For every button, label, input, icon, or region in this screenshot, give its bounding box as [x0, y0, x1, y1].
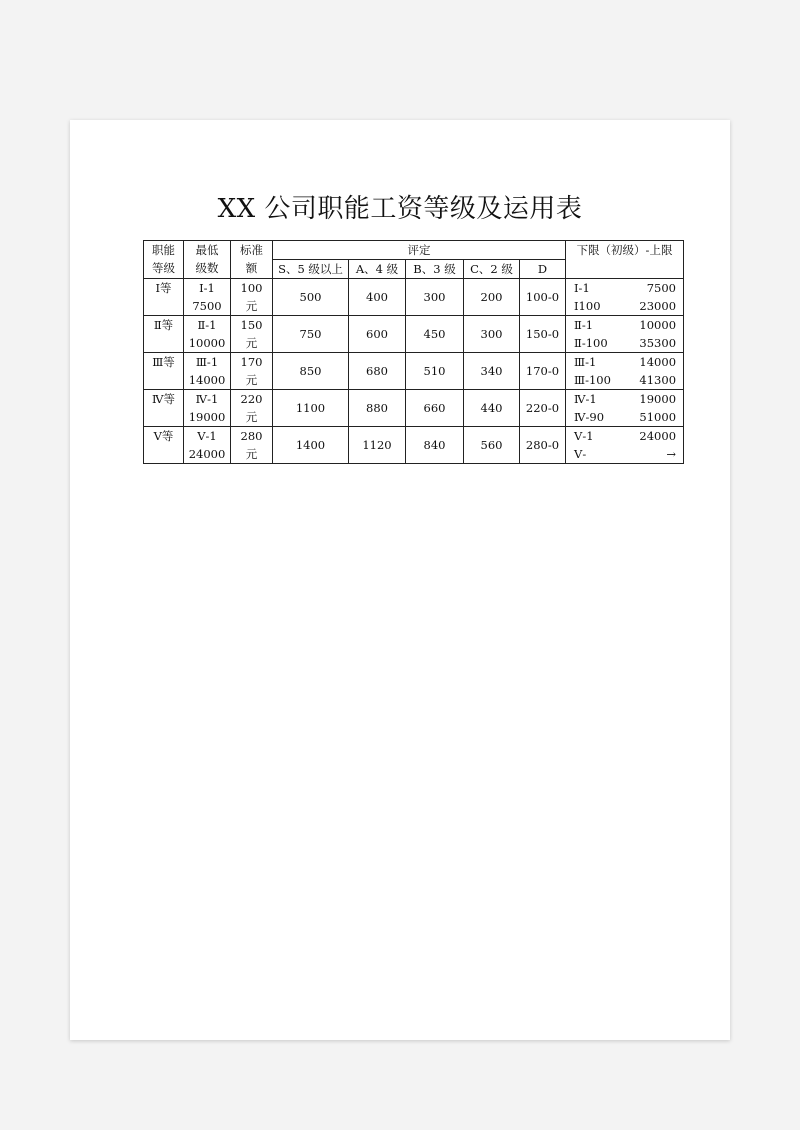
min-level-value: 14000 [188, 373, 226, 387]
rating-d-cell: 150-0 [520, 316, 566, 353]
limit-value: 24000 [639, 429, 677, 443]
min-level-code: Ⅱ-1 [197, 318, 217, 332]
min-level-value: 10000 [188, 336, 226, 350]
header-rating-a: A、4 级 [349, 260, 406, 279]
limit-code: Ⅰ-1 [574, 281, 590, 295]
header-min-level-line1: 最低 [195, 243, 219, 257]
header-standard-amount [231, 241, 273, 279]
grade-cell: Ⅳ等 [144, 390, 184, 427]
header-standard-amount-line1: 标准 [240, 243, 263, 257]
page-title: XX 公司职能工资等级及运用表 [217, 194, 583, 224]
limit-code: Ⅱ-1 [574, 318, 594, 332]
limit-value: → [666, 447, 677, 461]
limit-value: 35300 [639, 336, 677, 350]
header-grade-level-line2: 等级 [152, 261, 175, 275]
limit-range-cell [566, 390, 684, 427]
table-header-row [144, 241, 684, 260]
limit-value: 10000 [639, 318, 677, 332]
limit-code: Ⅴ- [574, 447, 587, 461]
rating-s-cell: 850 [273, 353, 349, 390]
min-level-value: 19000 [188, 410, 226, 424]
min-level-value: 24000 [188, 447, 226, 461]
table-row [144, 390, 684, 427]
standard-amount-cell [231, 353, 273, 390]
grade-cell: Ⅲ等 [144, 353, 184, 390]
salary-grade-table [143, 240, 684, 464]
rating-b-cell: 840 [406, 427, 464, 464]
rating-a-cell: 680 [349, 353, 406, 390]
standard-amount-cell [231, 316, 273, 353]
rating-b-cell: 300 [406, 279, 464, 316]
min-level-code: Ⅲ-1 [195, 355, 219, 369]
header-rating-s: S、5 级以上 [273, 260, 349, 279]
limit-lower [566, 353, 683, 371]
standard-amount-value: 170 [240, 355, 263, 369]
standard-amount-unit: 元 [245, 336, 258, 350]
rating-d-cell: 280-0 [520, 427, 566, 464]
rating-c-cell: 340 [464, 353, 520, 390]
min-level-code: Ⅰ-1 [199, 281, 215, 295]
header-limit-range: 下限（初级）-上限 [566, 241, 684, 279]
rating-s-cell: 500 [273, 279, 349, 316]
min-level-cell [184, 279, 231, 316]
min-level-cell [184, 390, 231, 427]
limit-value: 51000 [639, 410, 677, 424]
standard-amount-unit: 元 [245, 410, 258, 424]
limit-value: 41300 [639, 373, 677, 387]
limit-lower [566, 316, 683, 334]
rating-a-cell: 1120 [349, 427, 406, 464]
rating-a-cell: 880 [349, 390, 406, 427]
limit-value: 19000 [639, 392, 677, 406]
limit-upper [566, 334, 683, 352]
header-rating-b: B、3 级 [406, 260, 464, 279]
table-row [144, 279, 684, 316]
min-level-cell [184, 353, 231, 390]
limit-range-cell [566, 316, 684, 353]
standard-amount-cell [231, 279, 273, 316]
limit-code: Ⅲ-100 [574, 373, 611, 387]
standard-amount-value: 150 [240, 318, 263, 332]
rating-d-cell: 100-0 [520, 279, 566, 316]
rating-b-cell: 660 [406, 390, 464, 427]
header-rating-c: C、2 级 [464, 260, 520, 279]
header-min-level [184, 241, 231, 279]
rating-s-cell: 1100 [273, 390, 349, 427]
rating-a-cell: 400 [349, 279, 406, 316]
limit-upper [566, 297, 683, 315]
header-standard-amount-line2: 额 [245, 261, 258, 275]
min-level-code: Ⅳ-1 [195, 392, 219, 406]
standard-amount-unit: 元 [245, 447, 258, 461]
grade-cell: Ⅰ等 [144, 279, 184, 316]
rating-c-cell: 440 [464, 390, 520, 427]
limit-lower [566, 279, 683, 297]
limit-code: Ⅰ100 [574, 299, 601, 313]
table-row [144, 316, 684, 353]
limit-value: 23000 [639, 299, 677, 313]
header-grade-level [144, 241, 184, 279]
rating-a-cell: 600 [349, 316, 406, 353]
limit-lower [566, 390, 683, 408]
min-level-code: Ⅴ-1 [197, 429, 217, 443]
rating-d-cell: 220-0 [520, 390, 566, 427]
standard-amount-cell [231, 390, 273, 427]
limit-code: Ⅴ-1 [574, 429, 594, 443]
limit-range-cell [566, 279, 684, 316]
min-level-value: 7500 [192, 299, 222, 313]
rating-c-cell: 300 [464, 316, 520, 353]
limit-code: Ⅳ-90 [574, 410, 605, 424]
min-level-cell [184, 316, 231, 353]
limit-code: Ⅱ-100 [574, 336, 608, 350]
rating-d-cell: 170-0 [520, 353, 566, 390]
rating-c-cell: 560 [464, 427, 520, 464]
rating-c-cell: 200 [464, 279, 520, 316]
header-min-level-line2: 级数 [195, 261, 219, 275]
rating-b-cell: 510 [406, 353, 464, 390]
header-grade-level-line1: 职能 [152, 243, 175, 257]
limit-range-cell [566, 427, 684, 464]
limit-lower [566, 427, 683, 445]
standard-amount-value: 220 [240, 392, 263, 406]
table-row [144, 427, 684, 464]
standard-amount-value: 280 [240, 429, 263, 443]
rating-b-cell: 450 [406, 316, 464, 353]
rating-s-cell: 750 [273, 316, 349, 353]
limit-value: 7500 [646, 281, 677, 295]
standard-amount-cell [231, 427, 273, 464]
limit-value: 14000 [639, 355, 677, 369]
grade-cell: Ⅱ等 [144, 316, 184, 353]
rating-s-cell: 1400 [273, 427, 349, 464]
limit-code: Ⅲ-1 [574, 355, 597, 369]
limit-upper [566, 445, 683, 463]
limit-range-cell [566, 353, 684, 390]
limit-upper [566, 408, 683, 426]
limit-upper [566, 371, 683, 389]
table-row [144, 353, 684, 390]
standard-amount-unit: 元 [245, 299, 258, 313]
header-rating-group: 评定 [273, 241, 566, 260]
standard-amount-unit: 元 [245, 373, 258, 387]
grade-cell: Ⅴ等 [144, 427, 184, 464]
limit-code: Ⅳ-1 [574, 392, 597, 406]
standard-amount-value: 100 [240, 281, 263, 295]
min-level-cell [184, 427, 231, 464]
header-rating-d: D [520, 260, 566, 279]
